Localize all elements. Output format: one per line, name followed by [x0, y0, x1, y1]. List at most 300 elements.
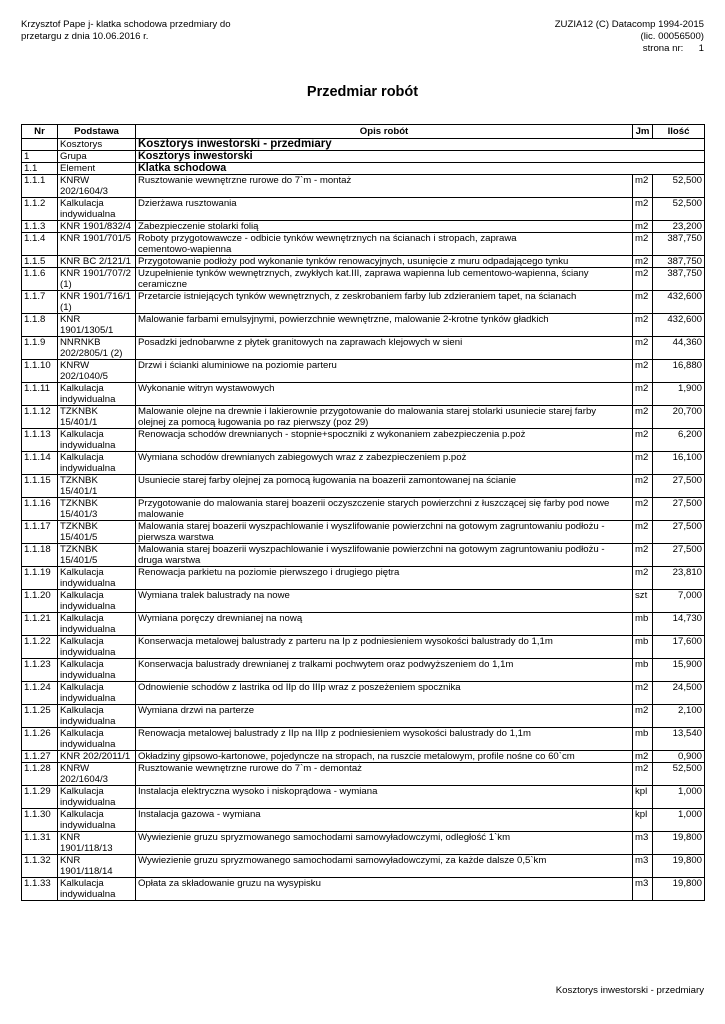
row-podstawa — [58, 360, 136, 383]
table-row — [22, 832, 705, 855]
row-podstawa-line: Kalkulacja — [60, 728, 104, 739]
row-podstawa — [58, 314, 136, 337]
row-opis — [136, 314, 633, 337]
row-opis-line: Konserwacja balustrady drewnianej z tralkami pochwytem oraz podwyższeniem do 1,1m — [138, 659, 514, 670]
section-nr: 1.1 — [22, 163, 58, 175]
document-header-left — [21, 19, 231, 43]
row-podstawa — [58, 521, 136, 544]
row-ilosc: 17,600 — [653, 636, 705, 659]
column-header-podstawa: Podstawa — [58, 125, 136, 139]
row-podstawa-line: KNR 202/2011/1 — [60, 751, 131, 762]
row-podstawa-line: KNR — [60, 314, 81, 325]
row-podstawa — [58, 198, 136, 221]
row-nr: 1.1.30 — [22, 809, 58, 832]
table-row — [22, 221, 705, 233]
row-ilosc: 0,900 — [653, 751, 705, 763]
section-nr: 1 — [22, 151, 58, 163]
row-opis — [136, 763, 633, 786]
row-podstawa-line: Kalkulacja — [60, 383, 104, 394]
row-podstawa-line: Kalkulacja — [60, 429, 104, 440]
table-row — [22, 544, 705, 567]
row-ilosc: 387,750 — [653, 268, 705, 291]
row-nr: 1.1.18 — [22, 544, 58, 567]
przedmiar-table — [21, 124, 705, 901]
row-podstawa-line: indywidualna — [60, 578, 116, 589]
row-podstawa-line: 15/401/1 — [60, 417, 98, 428]
row-podstawa — [58, 786, 136, 809]
row-podstawa-line: Kalkulacja — [60, 636, 104, 647]
table-row — [22, 763, 705, 786]
row-podstawa — [58, 383, 136, 406]
table-row — [22, 567, 705, 590]
row-ilosc: 24,500 — [653, 682, 705, 705]
table-row — [22, 613, 705, 636]
document-header-right — [555, 19, 704, 55]
row-podstawa — [58, 268, 136, 291]
row-podstawa — [58, 498, 136, 521]
row-opis — [136, 567, 633, 590]
row-jm: mb — [633, 659, 653, 682]
row-podstawa — [58, 855, 136, 878]
row-podstawa-line: indywidualna — [60, 394, 116, 405]
table-row — [22, 728, 705, 751]
row-opis-line: Renowacja schodów drewnianych - stopnie+spoczniki z wykonaniem zabezpieczenia p.poż — [138, 429, 526, 440]
row-podstawa — [58, 590, 136, 613]
row-podstawa — [58, 809, 136, 832]
page-number: 1 — [698, 43, 704, 54]
row-ilosc: 52,500 — [653, 175, 705, 198]
row-podstawa-line: 15/401/5 — [60, 532, 98, 543]
row-podstawa — [58, 878, 136, 901]
row-jm: m3 — [633, 855, 653, 878]
row-jm: m2 — [633, 544, 653, 567]
row-podstawa-line: KNR 1901/832/4 — [60, 221, 131, 232]
row-nr: 1.1.9 — [22, 337, 58, 360]
column-header-ilosc: Ilość — [653, 125, 705, 139]
row-nr: 1.1.13 — [22, 429, 58, 452]
row-opis-line: Dzierżawa rusztowania — [138, 198, 237, 209]
row-opis-line: Przygotowanie podłoży pod wykonanie tynków renowacyjnych, usunięcie z muru odpadającego tynku — [138, 256, 569, 267]
row-ilosc: 23,200 — [653, 221, 705, 233]
row-jm: m2 — [633, 705, 653, 728]
row-jm: m2 — [633, 682, 653, 705]
row-jm: m3 — [633, 878, 653, 901]
row-podstawa-line: 15/401/3 — [60, 509, 98, 520]
row-podstawa-line: Kalkulacja — [60, 809, 104, 820]
row-opis-line: Usuniecie starej farby olejnej za pomocą ługowania na boazerii zamontowanej na ścianie — [138, 475, 517, 486]
row-podstawa — [58, 636, 136, 659]
row-opis — [136, 475, 633, 498]
section-podstawa: Grupa — [58, 151, 136, 163]
row-podstawa-line: KNR BC 2/121/1 — [60, 256, 131, 267]
row-opis-line: Przygotowanie do malowania starej boazerii oczyszczenie starych powierzchni z łuszczącej się farby pod nowe — [138, 498, 610, 509]
row-opis — [136, 636, 633, 659]
row-opis — [136, 809, 633, 832]
row-podstawa-line: indywidualna — [60, 693, 116, 704]
column-header-opis: Opis robót — [136, 125, 633, 139]
row-podstawa — [58, 832, 136, 855]
row-nr: 1.1.21 — [22, 613, 58, 636]
row-podstawa-line: Kalkulacja — [60, 786, 104, 797]
row-podstawa — [58, 291, 136, 314]
row-nr: 1.1.27 — [22, 751, 58, 763]
row-ilosc: 13,540 — [653, 728, 705, 751]
row-ilosc: 2,100 — [653, 705, 705, 728]
row-podstawa-line: 202/1040/5 — [60, 371, 109, 382]
row-podstawa-line: indywidualna — [60, 716, 116, 727]
row-jm: m2 — [633, 221, 653, 233]
row-opis — [136, 291, 633, 314]
table-row — [22, 498, 705, 521]
row-podstawa-line: Kalkulacja — [60, 659, 104, 670]
row-nr: 1.1.19 — [22, 567, 58, 590]
row-podstawa-line: Kalkulacja — [60, 590, 104, 601]
row-opis-line: ceramiczne — [138, 279, 188, 290]
row-nr: 1.1.6 — [22, 268, 58, 291]
row-podstawa-line: 1901/118/13 — [60, 843, 113, 854]
table-row — [22, 198, 705, 221]
row-opis-line: Wywiezienie gruzu spryzmowanego samochodami samowyładowczymi, za każde dalsze 0,5`km — [138, 855, 547, 866]
row-nr: 1.1.17 — [22, 521, 58, 544]
row-jm: kpl — [633, 809, 653, 832]
row-podstawa-line: Kalkulacja — [60, 613, 104, 624]
table-row — [22, 406, 705, 429]
row-podstawa-line: KNR 1901/707/2 — [60, 268, 131, 279]
row-podstawa — [58, 544, 136, 567]
row-opis — [136, 613, 633, 636]
row-podstawa-line: (1) — [60, 302, 72, 313]
row-ilosc: 432,600 — [653, 314, 705, 337]
row-podstawa-line: 202/1604/3 — [60, 774, 109, 785]
row-podstawa-line: KNRW — [60, 763, 90, 774]
row-jm: kpl — [633, 786, 653, 809]
table-row — [22, 175, 705, 198]
row-nr: 1.1.2 — [22, 198, 58, 221]
row-opis — [136, 175, 633, 198]
table-row — [22, 809, 705, 832]
row-podstawa-line: NNRNKB — [60, 337, 101, 348]
row-nr: 1.1.1 — [22, 175, 58, 198]
row-jm: m2 — [633, 751, 653, 763]
row-nr: 1.1.12 — [22, 406, 58, 429]
row-opis — [136, 786, 633, 809]
table-row — [22, 659, 705, 682]
row-opis-line: Drzwi i ścianki aluminiowe na poziomie parteru — [138, 360, 337, 371]
row-jm: m2 — [633, 268, 653, 291]
header-left-line2: przetargu z dnia 10.06.2016 r. — [21, 31, 149, 42]
row-podstawa-line: indywidualna — [60, 440, 116, 451]
row-podstawa — [58, 728, 136, 751]
row-nr: 1.1.26 — [22, 728, 58, 751]
table-row — [22, 590, 705, 613]
row-podstawa-line: TZKNBK — [60, 521, 98, 532]
row-podstawa-line: indywidualna — [60, 209, 116, 220]
row-opis — [136, 429, 633, 452]
row-jm: m2 — [633, 521, 653, 544]
row-opis-line: Malowanie farbami emulsyjnymi, powierzchnie wewnętrzne, malowanie 2-krotne tynków gładkich — [138, 314, 549, 325]
row-ilosc: 387,750 — [653, 256, 705, 268]
table-row — [22, 521, 705, 544]
row-ilosc: 432,600 — [653, 291, 705, 314]
row-podstawa — [58, 613, 136, 636]
row-opis-line: druga warstwa — [138, 555, 201, 566]
row-ilosc: 52,500 — [653, 198, 705, 221]
row-jm: m2 — [633, 314, 653, 337]
row-opis — [136, 521, 633, 544]
row-opis-line: pierwsza warstwa — [138, 532, 214, 543]
row-podstawa-line: 1901/118/14 — [60, 866, 113, 877]
table-row — [22, 452, 705, 475]
section-podstawa: Element — [58, 163, 136, 175]
row-opis-line: Opłata za składowanie gruzu na wysypisku — [138, 878, 321, 889]
row-podstawa — [58, 659, 136, 682]
row-nr: 1.1.3 — [22, 221, 58, 233]
row-nr: 1.1.28 — [22, 763, 58, 786]
row-podstawa-line: Kalkulacja — [60, 452, 104, 463]
row-opis-line: Przetarcie istniejących tynków wewnętrznych, z zeskrobaniem farby lub zdzieraniem tapet, na ścianach — [138, 291, 577, 302]
row-nr: 1.1.29 — [22, 786, 58, 809]
row-nr: 1.1.32 — [22, 855, 58, 878]
row-podstawa-line: TZKNBK — [60, 406, 98, 417]
row-opis-line: Wymiana tralek balustrady na nowe — [138, 590, 290, 601]
row-podstawa-line: KNRW — [60, 175, 90, 186]
table-row — [22, 636, 705, 659]
page-footer: Kosztorys inwestorski - przedmiary — [555, 985, 704, 996]
row-ilosc: 1,000 — [653, 809, 705, 832]
row-podstawa-line: indywidualna — [60, 670, 116, 681]
row-podstawa-line: indywidualna — [60, 739, 116, 750]
row-podstawa — [58, 175, 136, 198]
table-row — [22, 314, 705, 337]
row-podstawa-line: KNR 1901/716/1 — [60, 291, 131, 302]
column-header-nr: Nr — [22, 125, 58, 139]
row-ilosc: 23,810 — [653, 567, 705, 590]
row-nr: 1.1.4 — [22, 233, 58, 256]
row-podstawa — [58, 452, 136, 475]
row-ilosc: 19,800 — [653, 832, 705, 855]
row-nr: 1.1.33 — [22, 878, 58, 901]
row-nr: 1.1.11 — [22, 383, 58, 406]
row-nr: 1.1.22 — [22, 636, 58, 659]
table-body — [22, 139, 705, 901]
table-header-row — [22, 125, 705, 139]
page-indicator — [555, 43, 704, 55]
row-podstawa-line: (1) — [60, 279, 72, 290]
row-podstawa-line: 15/401/5 — [60, 555, 98, 566]
row-ilosc: 16,100 — [653, 452, 705, 475]
row-nr: 1.1.15 — [22, 475, 58, 498]
row-podstawa-line: TZKNBK — [60, 498, 98, 509]
row-ilosc: 27,500 — [653, 475, 705, 498]
row-jm: m2 — [633, 567, 653, 590]
row-opis — [136, 337, 633, 360]
row-opis-line: Wykonanie witryn wystawowych — [138, 383, 275, 394]
section-podstawa: Kosztorys — [58, 139, 136, 151]
row-jm: mb — [633, 613, 653, 636]
row-podstawa-line: indywidualna — [60, 797, 116, 808]
row-jm: mb — [633, 728, 653, 751]
row-podstawa-line: 15/401/1 — [60, 486, 98, 497]
row-opis — [136, 544, 633, 567]
table-row — [22, 268, 705, 291]
row-podstawa-line: indywidualna — [60, 601, 116, 612]
row-opis — [136, 832, 633, 855]
row-podstawa-line: indywidualna — [60, 820, 116, 831]
row-opis-line: olejnej za pomocą ługowania po raz pierwszy (poz 29) — [138, 417, 369, 428]
row-opis-line: cementowo-wapienna — [138, 244, 232, 255]
header-right-line1: ZUZIA12 (C) Datacomp 1994-2015 — [554, 19, 704, 30]
row-opis-line: Wywiezienie gruzu spryzmowanego samochodami samowyładowczymi, odległość 1`km — [138, 832, 511, 843]
section-title: Kosztorys inwestorski — [136, 151, 705, 163]
row-ilosc: 27,500 — [653, 544, 705, 567]
row-podstawa-line: Kalkulacja — [60, 878, 104, 889]
row-opis-line: Malowanie olejne na drewnie i lakierownie przygotowanie do malowania starej stolarki usuniecie starej farby — [138, 406, 597, 417]
row-opis-line: Wymiana poręczy drewnianej na nową — [138, 613, 303, 624]
row-opis-line: Okładziny gipsowo-kartonowe, pojedyncze na stropach, na ruszcie metalowym, profile nośne co 60`cm — [138, 751, 575, 762]
row-podstawa — [58, 233, 136, 256]
row-opis — [136, 590, 633, 613]
row-opis-line: Renowacja parkietu na poziomie pierwszego i drugiego piętra — [138, 567, 400, 578]
row-podstawa — [58, 682, 136, 705]
row-opis-line: Malowania starej boazerii wyszpachlowanie i wyszlifowanie powierzchni na gotowym zagruntowaniu podłożu - — [138, 544, 605, 555]
row-nr: 1.1.8 — [22, 314, 58, 337]
row-podstawa-line: TZKNBK — [60, 544, 98, 555]
row-opis — [136, 751, 633, 763]
row-opis — [136, 360, 633, 383]
row-jm: m2 — [633, 233, 653, 256]
table-row — [22, 475, 705, 498]
row-podstawa — [58, 751, 136, 763]
row-jm: m2 — [633, 475, 653, 498]
row-nr: 1.1.14 — [22, 452, 58, 475]
row-ilosc: 27,500 — [653, 498, 705, 521]
row-jm: m2 — [633, 337, 653, 360]
row-ilosc: 14,730 — [653, 613, 705, 636]
row-podstawa-line: KNR — [60, 855, 81, 866]
table-row — [22, 337, 705, 360]
table-row — [22, 233, 705, 256]
row-opis-line: Wymiana drzwi na parterze — [138, 705, 255, 716]
row-podstawa — [58, 567, 136, 590]
row-podstawa-line: Kalkulacja — [60, 198, 104, 209]
section-row — [22, 151, 705, 163]
document-title: Przedmiar robót — [306, 84, 419, 100]
row-jm: m2 — [633, 198, 653, 221]
row-jm: m2 — [633, 406, 653, 429]
table-row — [22, 751, 705, 763]
row-podstawa-line: indywidualna — [60, 647, 116, 658]
row-nr: 1.1.20 — [22, 590, 58, 613]
row-jm: mb — [633, 636, 653, 659]
table-row — [22, 786, 705, 809]
row-nr: 1.1.25 — [22, 705, 58, 728]
row-podstawa-line: indywidualna — [60, 889, 116, 900]
row-opis-line: Rusztowanie wewnętrzne rurowe do 7`m - demontaż — [138, 763, 362, 774]
header-right-line2: (lic. 00056500) — [640, 31, 704, 42]
table-row — [22, 360, 705, 383]
row-opis-line: Malowania starej boazerii wyszpachlowanie i wyszlifowanie powierzchni na gotowym zagruntowaniu podłożu - — [138, 521, 605, 532]
row-podstawa-line: KNRW — [60, 360, 90, 371]
row-jm: m2 — [633, 498, 653, 521]
row-ilosc: 44,360 — [653, 337, 705, 360]
row-ilosc: 52,500 — [653, 763, 705, 786]
row-opis — [136, 498, 633, 521]
row-ilosc: 20,700 — [653, 406, 705, 429]
row-opis — [136, 705, 633, 728]
row-podstawa — [58, 406, 136, 429]
row-podstawa-line: Kalkulacja — [60, 682, 104, 693]
table-row — [22, 878, 705, 901]
row-ilosc: 27,500 — [653, 521, 705, 544]
row-opis-line: Rusztowanie wewnętrzne rurowe do 7`m - montaż — [138, 175, 352, 186]
row-nr: 1.1.23 — [22, 659, 58, 682]
row-opis-line: Zabezpieczenie stolarki folią — [138, 221, 259, 232]
row-opis-line: Uzupełnienie tynków wewnętrznych, zwykłych kat.III, zaprawa wapienna lub cementowo-wapienna, ściany — [138, 268, 589, 279]
row-opis — [136, 659, 633, 682]
section-nr — [22, 139, 58, 151]
table-row — [22, 855, 705, 878]
row-ilosc: 16,880 — [653, 360, 705, 383]
row-opis-line: Posadzki jednobarwne z płytek granitowych na zaprawach klejowych w sieni — [138, 337, 463, 348]
row-podstawa — [58, 705, 136, 728]
row-opis — [136, 406, 633, 429]
row-podstawa-line: 1901/1305/1 — [60, 325, 114, 336]
row-podstawa-line: indywidualna — [60, 463, 116, 474]
row-nr: 1.1.24 — [22, 682, 58, 705]
table-row — [22, 256, 705, 268]
row-nr: 1.1.10 — [22, 360, 58, 383]
row-opis — [136, 855, 633, 878]
table-row — [22, 383, 705, 406]
row-podstawa-line: TZKNBK — [60, 475, 98, 486]
row-opis-line: Odnowienie schodów z lastrika od IIp do IIIp wraz z poszeżeniem spocznika — [138, 682, 461, 693]
table-row — [22, 291, 705, 314]
row-ilosc: 7,000 — [653, 590, 705, 613]
row-jm: m2 — [633, 256, 653, 268]
row-nr: 1.1.5 — [22, 256, 58, 268]
row-podstawa — [58, 337, 136, 360]
row-nr: 1.1.31 — [22, 832, 58, 855]
column-header-jm: Jm — [633, 125, 653, 139]
header-left-line1: Krzysztof Pape j- klatka schodowa przedmiary do — [21, 19, 231, 30]
row-jm: szt — [633, 590, 653, 613]
row-ilosc: 19,800 — [653, 855, 705, 878]
row-opis-line: Wymiana schodów drewnianych zabiegowych wraz z zabezpieczeniem p.poż — [138, 452, 467, 463]
row-jm: m3 — [633, 832, 653, 855]
row-ilosc: 6,200 — [653, 429, 705, 452]
table-row — [22, 705, 705, 728]
row-opis — [136, 221, 633, 233]
table-row — [22, 429, 705, 452]
row-jm: m2 — [633, 291, 653, 314]
row-nr: 1.1.16 — [22, 498, 58, 521]
row-jm: m2 — [633, 452, 653, 475]
row-opis-line: Roboty przygotowawcze - odbicie tynków wewnętrznych na ścianach i stropach, zaprawa — [138, 233, 517, 244]
row-podstawa-line: 202/2805/1 (2) — [60, 348, 123, 359]
row-opis — [136, 233, 633, 256]
row-podstawa-line: indywidualna — [60, 624, 116, 635]
row-opis-line: Instalacja gazowa - wymiana — [138, 809, 261, 820]
row-opis — [136, 452, 633, 475]
row-opis — [136, 383, 633, 406]
row-podstawa-line: Kalkulacja — [60, 567, 104, 578]
row-ilosc: 15,900 — [653, 659, 705, 682]
row-podstawa — [58, 256, 136, 268]
row-opis-line: malowanie — [138, 509, 184, 520]
row-jm: m2 — [633, 429, 653, 452]
row-podstawa-line: Kalkulacja — [60, 705, 104, 716]
row-ilosc: 1,900 — [653, 383, 705, 406]
